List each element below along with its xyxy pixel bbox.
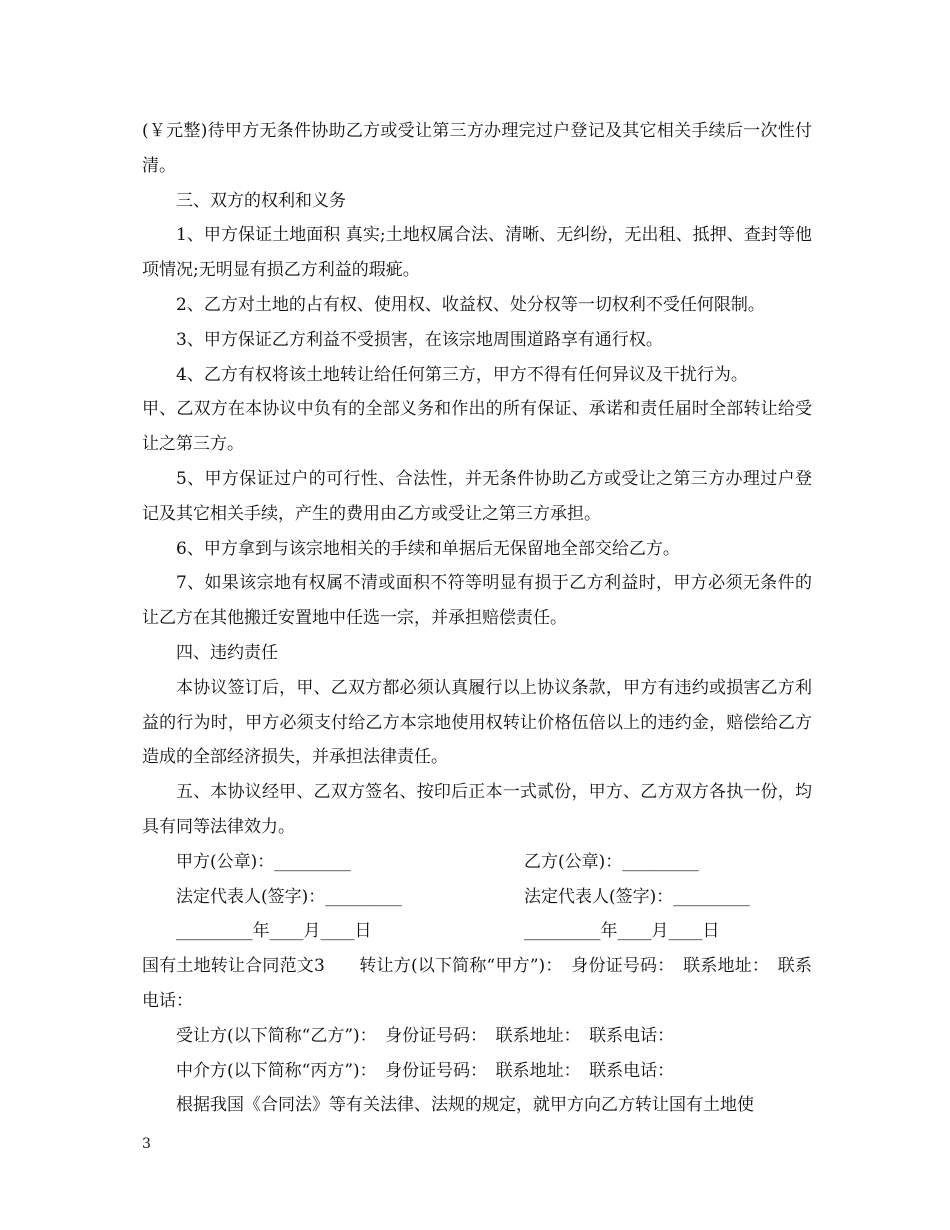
contract-3-title-transferor: 国有土地转让合同范文3 转让方(以下简称“甲方”)： 身份证号码： 联系地址： 联系电话：	[142, 956, 812, 1011]
clause-4: 4、乙方有权将该土地转让给任何第三方，甲方不得有任何异议及干扰行为。	[176, 364, 748, 385]
signature-row-seal	[142, 845, 812, 880]
paragraph-payment: (￥元整)待甲方无条件协助乙方或受让第三方办理完过户登记及其它相关手续后一次性付清。	[142, 121, 812, 176]
clause-7: 7、如果该宗地有权属不清或面积不符等明显有损于乙方利益时，甲方必须无条件的让乙方在其他搬迁安置地中任选一宗，并承担赔偿责任。	[142, 573, 812, 629]
party-a-representative: 法定代表人(签字)：_________	[176, 886, 402, 907]
heading-breach-liability: 四、违约责任	[176, 642, 278, 663]
clause-4-continuation: 甲、乙双方在本协议中负有的全部义务和作出的所有保证、承诺和责任届时全部转让给受让之第三方。	[142, 399, 812, 455]
party-a-date: _________年____月____日	[176, 921, 372, 942]
clause-2: 2、乙方对土地的占有权、使用权、收益权、处分权等一切权利不受任何限制。	[176, 294, 765, 315]
party-b-date: _________年____月____日	[524, 921, 720, 942]
clause-6: 6、甲方拿到与该宗地相关的手续和单据后无保留地全部交给乙方。	[176, 538, 680, 559]
document-body	[142, 114, 812, 1123]
clause-five-copies: 五、本协议经甲、乙双方签名、按印后正本一式贰份，甲方、乙方双方各执一份，均具有同等法律效力。	[142, 782, 812, 837]
page-number: 3	[142, 1136, 151, 1152]
signature-row-representative	[142, 880, 812, 915]
transferee-line: 受让方(以下简称“乙方”)： 身份证号码： 联系地址： 联系电话：	[176, 1025, 675, 1046]
party-b-representative: 法定代表人(签字)：_________	[524, 886, 750, 907]
clause-5: 5、甲方保证过户的可行性、合法性，并无条件协助乙方或受让之第三方办理过户登记及其它相关手续，产生的费用由乙方或受让之第三方承担。	[142, 468, 812, 524]
intermediary-line: 中介方(以下简称“丙方”)： 身份证号码： 联系地址： 联系电话：	[176, 1060, 675, 1081]
legal-basis-line: 根据我国《合同法》等有关法律、法规的规定，就甲方向乙方转让国有土地使	[176, 1095, 754, 1116]
party-a-seal: 甲方(公章)：_________	[176, 851, 351, 872]
signature-row-date	[142, 914, 812, 949]
clause-3: 3、甲方保证乙方利益不受损害，在该宗地周围道路享有通行权。	[176, 329, 663, 350]
clause-1: 1、甲方保证土地面积 真实;土地权属合法、清晰、无纠纷，无出租、抵押、查封等他项情况;无明显有损乙方利益的瑕疵。	[142, 225, 812, 281]
breach-paragraph: 本协议签订后，甲、乙双方都必须认真履行以上协议条款，甲方有违约或损害乙方利益的行为时，甲方必须支付给乙方本宗地使用权转让价格伍倍以上的违约金，赔偿给乙方造成的全部经济损失，并承担法律责任。	[142, 677, 812, 768]
heading-rights-obligations: 三、双方的权利和义务	[176, 190, 346, 211]
party-b-seal: 乙方(公章)：_________	[524, 851, 699, 872]
